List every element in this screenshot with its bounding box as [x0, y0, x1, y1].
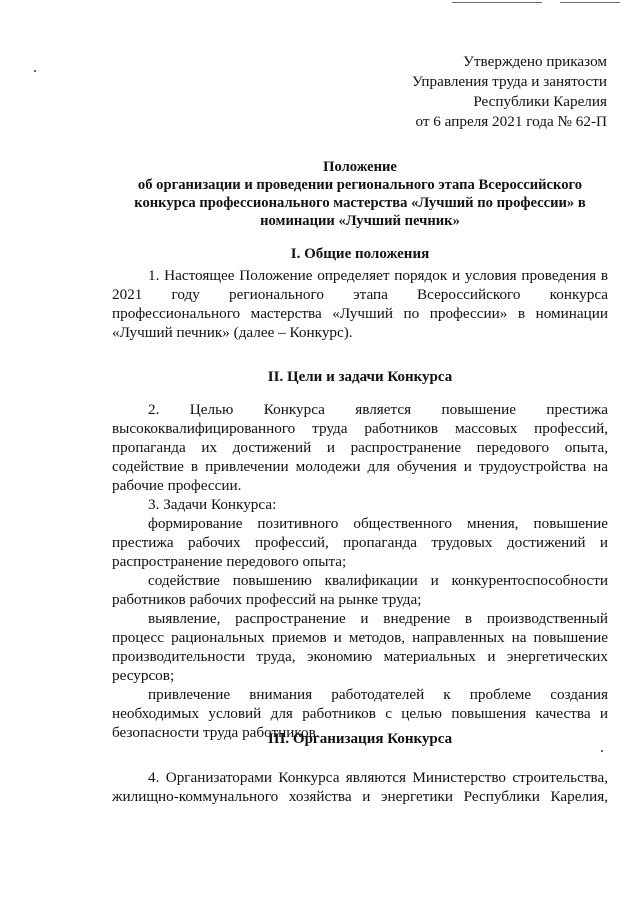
title-line-1: Положение: [323, 159, 397, 175]
scan-dot-left: [34, 70, 36, 72]
paragraph-3: 3. Задачи Конкурса:: [148, 496, 277, 513]
title-line-3: конкурса профессионального мастерства «Лучший по профессии» в: [134, 195, 586, 211]
section-heading-goals: II. Цели и задачи Конкурса: [267, 369, 453, 385]
section-body-goals: [112, 400, 608, 742]
section-heading-general: I. Общие положения: [290, 246, 430, 262]
title-line-2: об организации и проведении регионального этапа Всероссийского: [137, 177, 583, 193]
scan-mark-top-right: [560, 2, 620, 3]
section-body-general: [112, 266, 608, 342]
approval-line-2: Управления труда и занятости: [411, 73, 607, 90]
task-item-3: выявление, распространение и внедрение в производственный процесс рациональных приемов и методов, направленных на повышение производительности труда, экономию материальных и энергетических ресурсов;: [112, 610, 608, 684]
task-item-1: формирование позитивного общественного мнения, повышение престижа рабочих профессий, пропаганда трудовых достижений и распространение передового опыта;: [112, 515, 608, 570]
approval-line-3: Республики Карелия: [473, 93, 607, 110]
approval-stamp: [412, 52, 607, 132]
task-item-2: содействие повышению квалификации и конкурентоспособности работников рабочих профессий на рынке труда;: [112, 572, 608, 608]
paragraph-4: 4. Организаторами Конкурса являются Министерство строительства, жилищно-коммунального хозяйства и энергетики Республики Карелия,: [112, 769, 608, 805]
section-body-organization: [112, 768, 608, 806]
paragraph-2: 2. Целью Конкурса является повышение престижа высококвалифицированного труда работников массовых профессий, пропаганда их достижений и распространение передового опыта, содействие в привлечении молодежи для обучения и трудоустройства на рабочие профессии.: [112, 401, 608, 494]
approval-line-1: Утверждено приказом: [463, 53, 607, 70]
section-heading-organization: III. Организация Конкурса: [267, 731, 453, 747]
approval-line-4: от 6 апреля 2021 года № 62-П: [415, 113, 607, 130]
paragraph-1: 1. Настоящее Положение определяет порядок и условия проведения в 2021 году регионального этапа Всероссийского конкурса профессионального мастерства «Лучший по профессии» в номинации «Лучший печник» (далее – Конкурс).: [112, 267, 608, 341]
document-title: [100, 158, 620, 230]
task-item-4: привлечение внимания работодателей к проблеме создания необходимых условий для работников с целью повышения качества и безопасности труда работников.: [112, 686, 608, 741]
scan-dot-right: [601, 750, 603, 752]
scan-mark-top: [452, 2, 542, 3]
title-line-4: номинации «Лучший печник»: [260, 213, 460, 229]
